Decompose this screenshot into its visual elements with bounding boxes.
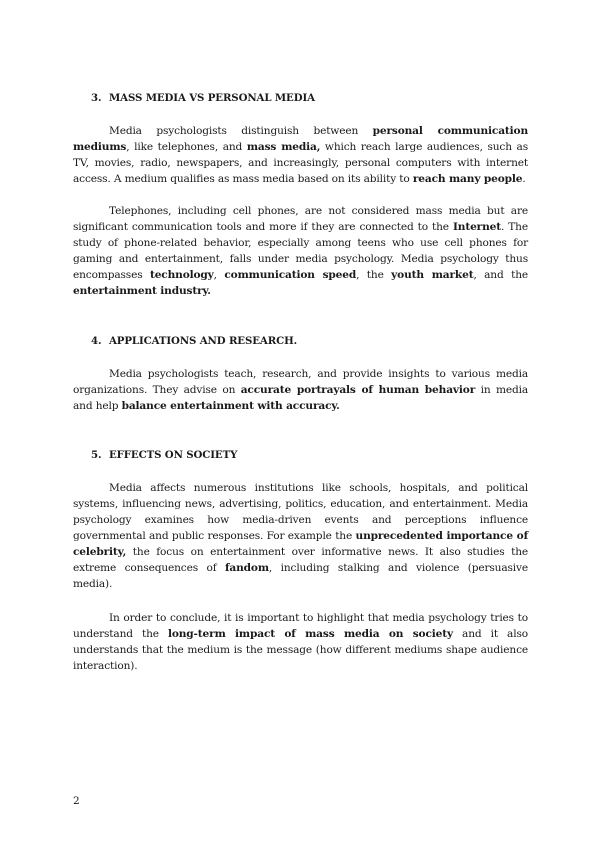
section-title: APPLICATIONS AND RESEARCH. xyxy=(109,335,298,347)
section-number: 3. xyxy=(91,92,102,104)
paragraph xyxy=(73,123,528,187)
bold-text: communication speed xyxy=(224,269,357,281)
paragraph xyxy=(73,366,528,414)
bold-text: balance entertainment with accuracy. xyxy=(121,400,340,412)
text-run: Telephones, including cell phones, are not considered mass media but are significant communication tools and more if they are connected to the xyxy=(73,205,528,233)
section-number: 4. xyxy=(91,335,102,347)
bold-text: entertainment industry. xyxy=(73,285,211,297)
section-heading-effects-society xyxy=(91,449,237,461)
section-heading-mass-media xyxy=(91,92,315,104)
bold-text: long-term impact of mass media on society xyxy=(167,628,453,640)
paragraph xyxy=(73,203,528,299)
bold-text: fandom xyxy=(225,562,269,574)
bold-text: reach many people xyxy=(412,173,523,185)
text-run: in media and help xyxy=(73,384,528,412)
text-run: Media psychologists distinguish between xyxy=(109,125,373,137)
bold-text: technology xyxy=(149,269,214,281)
text-run: In order to conclude, it is important to highlight that media psychology tries to understand the xyxy=(73,612,528,640)
text-run: , xyxy=(213,269,225,281)
text-run: which reach large audiences, such as TV, movies, radio, newspapers, and increasingly, personal computers with internet access. A medium qualifies as mass media based on its ability to xyxy=(73,141,528,185)
text-run: the focus on entertainment over informative news. It also studies the extreme consequences of xyxy=(73,546,528,574)
text-run: . The study of phone-related behavior, especially among teens who use cell phones for gaming and entertainment, falls under media psychology. Media psychology thus encompasses xyxy=(73,221,528,281)
section-title: MASS MEDIA VS PERSONAL MEDIA xyxy=(109,92,315,104)
bold-text: accurate portrayals of human behavior xyxy=(240,384,476,396)
section-heading-applications xyxy=(91,335,297,347)
page-number: 2 xyxy=(73,795,80,807)
text-run: Media affects numerous institutions like schools, hospitals, and political systems, influencing news, advertising, politics, education, and entertainment. Media psychology examines how media-driven events and perceptions influence governmental and public responses. For example the xyxy=(73,482,528,542)
conclusion-paragraph xyxy=(73,610,528,674)
text-run: , including stalking and violence (persuasive media). xyxy=(73,562,528,590)
section-number: 5. xyxy=(91,449,102,461)
bold-text: personal communication mediums xyxy=(73,125,528,153)
text-run: , like telephones, and xyxy=(126,141,247,153)
text-run: Media psychologists teach, research, and provide insights to various media organizations. They advise on xyxy=(73,368,528,396)
text-run: and it also understands that the medium is the message (how different mediums shape audience interaction). xyxy=(73,628,528,672)
bold-text: Internet xyxy=(452,221,501,233)
text-run: , the xyxy=(356,269,392,281)
text-run: , and the xyxy=(473,269,528,281)
text-run: . xyxy=(522,173,526,185)
bold-text: mass media, xyxy=(246,141,321,153)
section-title: EFFECTS ON SOCIETY xyxy=(109,449,238,461)
bold-text: youth market xyxy=(391,269,474,281)
paragraph xyxy=(73,480,528,592)
bold-text: unprecedented importance of celebrity, xyxy=(73,530,528,558)
